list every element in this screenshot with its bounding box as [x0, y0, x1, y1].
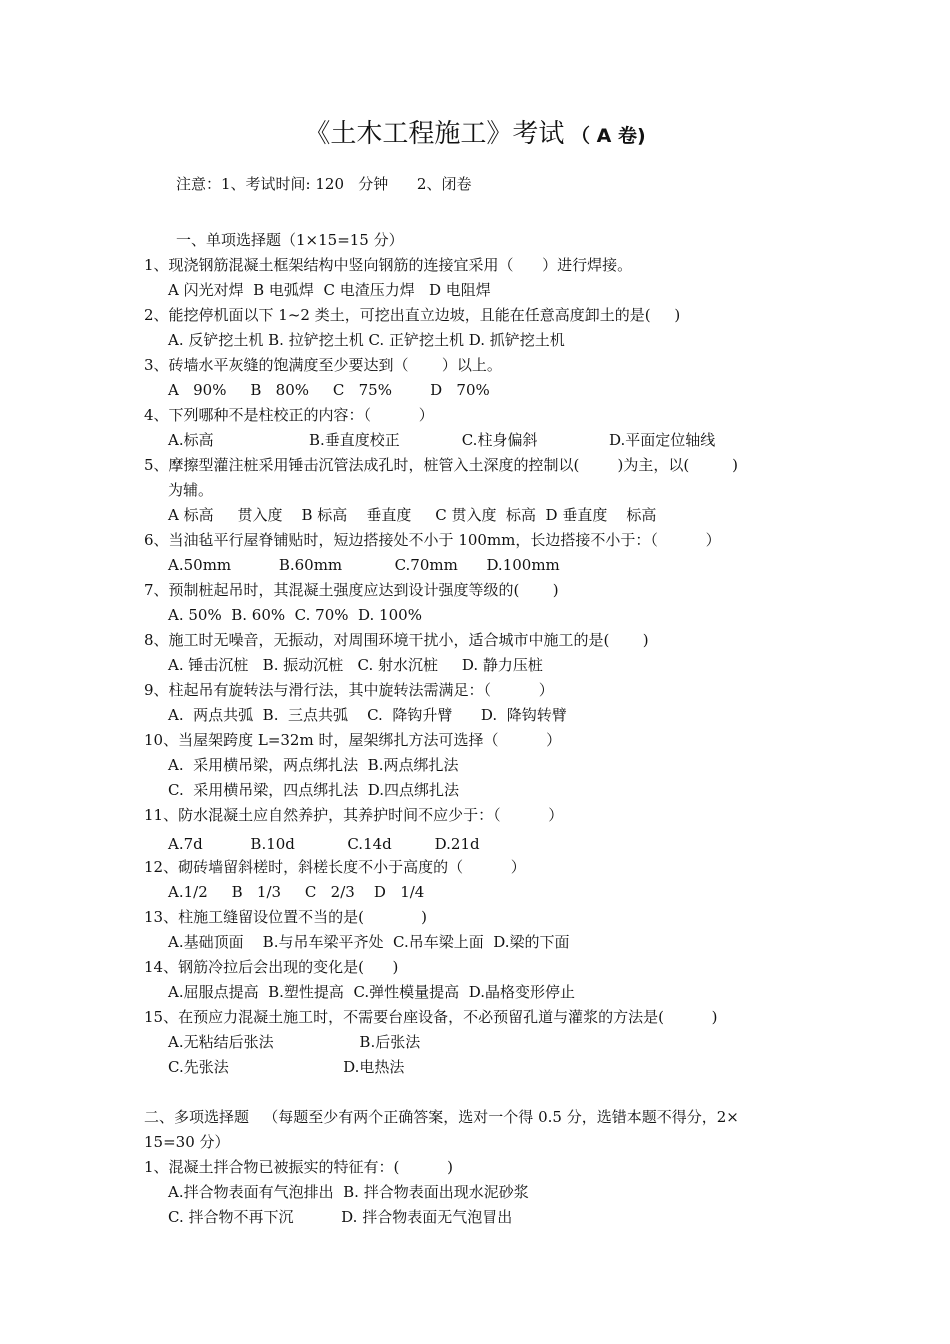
exam-title [0, 114, 950, 156]
option-line: A 90% B 80% C 75% D 70% [168, 381, 490, 399]
question-line: 3、砖墙水平灰缝的饱满度至少要达到（ ）以上。 [144, 356, 502, 374]
exam-title-main: 《土木工程施工》考试 [304, 119, 565, 149]
question-line-cont: 为辅。 [168, 481, 214, 499]
option-line: C. 采用横吊梁，四点绑扎法 D.四点绑扎法 [168, 781, 460, 799]
question-line: 5、摩擦型灌注桩采用锤击沉管法成孔时，桩管入土深度的控制以( )为主，以( ) [144, 456, 739, 474]
question-line: 1、现浇钢筋混凝土框架结构中竖向钢筋的连接宜采用（ ）进行焊接。 [144, 256, 633, 274]
question-line: 14、钢筋冷拉后会出现的变化是( ) [144, 958, 399, 976]
section1-heading: 一、单项选择题（1×15=15 分） [176, 231, 404, 249]
option-line: A.拌合物表面有气泡排出 B. 拌合物表面出现水泥砂浆 [168, 1183, 529, 1201]
option-line: A. 锤击沉桩 B. 振动沉桩 C. 射水沉桩 D. 静力压桩 [168, 656, 543, 674]
section2-heading-cont: 15=30 分） [144, 1133, 230, 1151]
question-line: 15、在预应力混凝土施工时，不需要台座设备，不必预留孔道与灌浆的方法是( ) [144, 1008, 718, 1026]
question-line: 6、当油毡平行屋脊铺贴时，短边搭接处不小于 100mm，长边搭接不小于：（ ） [144, 531, 721, 549]
option-line: A.标高 B.垂直度校正 C.柱身偏斜 D.平面定位轴线 [168, 431, 716, 449]
exam-notice: 注意：1、考试时间: 120 分钟 2、闭卷 [176, 175, 472, 193]
question-line: 8、施工时无噪音，无振动，对周围环境干扰小，适合城市中施工的是( ) [144, 631, 649, 649]
option-line: A.7d B.10d C.14d D.21d [168, 835, 480, 853]
option-line: C. 拌合物不再下沉 D. 拌合物表面无气泡冒出 [168, 1208, 513, 1226]
option-line: A. 两点共弧 B. 三点共弧 C. 降钩升臂 D. 降钩转臂 [168, 706, 567, 724]
exam-title-suffix: （ A 卷) [564, 125, 646, 147]
option-line: A.50mm B.60mm C.70mm D.100mm [168, 556, 560, 574]
option-line: A.屈服点提高 B.塑性提高 C.弹性模量提高 D.晶格变形停止 [168, 983, 575, 1001]
option-line: A. 采用横吊梁，两点绑扎法 B.两点绑扎法 [168, 756, 459, 774]
option-line: A. 反铲挖土机 B. 拉铲挖土机 C. 正铲挖土机 D. 抓铲挖土机 [168, 331, 565, 349]
option-line: A.1/2 B 1/3 C 2/3 D 1/4 [168, 883, 425, 901]
question-line: 12、砌砖墙留斜槎时，斜槎长度不小于高度的（ ） [144, 858, 526, 876]
question-line: 10、当屋架跨度 L=32m 时，屋架绑扎方法可选择（ ） [144, 731, 562, 749]
option-line: C.先张法 D.电热法 [168, 1058, 405, 1076]
option-line: A.基础顶面 B.与吊车梁平齐处 C.吊车梁上面 D.梁的下面 [168, 933, 570, 951]
question-line: 11、防水混凝土应自然养护，其养护时间不应少于：（ ） [144, 806, 564, 824]
question-line: 1、混凝土拌合物已被振实的特征有：( ) [144, 1158, 453, 1176]
question-line: 2、能挖停机面以下 1~2 类土，可挖出直立边坡，且能在任意高度卸土的是( ) [144, 306, 681, 324]
question-line: 4、下列哪种不是柱校正的内容：（ ） [144, 406, 434, 424]
question-line: 7、预制桩起吊时，其混凝土强度应达到设计强度等级的( ) [144, 581, 559, 599]
option-line: A.无粘结后张法 B.后张法 [168, 1033, 421, 1051]
section2-heading: 二、多项选择题 （每题至少有两个正确答案，选对一个得 0.5 分，选错本题不得分，2× [144, 1108, 739, 1126]
question-line: 9、柱起吊有旋转法与滑行法，其中旋转法需满足：（ ） [144, 681, 554, 699]
option-line: A 标高 贯入度 B 标高 垂直度 C 贯入度 标高 D 垂直度 标高 [168, 506, 657, 524]
option-line: A. 50% B. 60% C. 70% D. 100% [168, 606, 422, 624]
option-line: A 闪光对焊 B 电弧焊 C 电渣压力焊 D 电阻焊 [168, 281, 491, 299]
question-line: 13、柱施工缝留设位置不当的是( ) [144, 908, 428, 926]
